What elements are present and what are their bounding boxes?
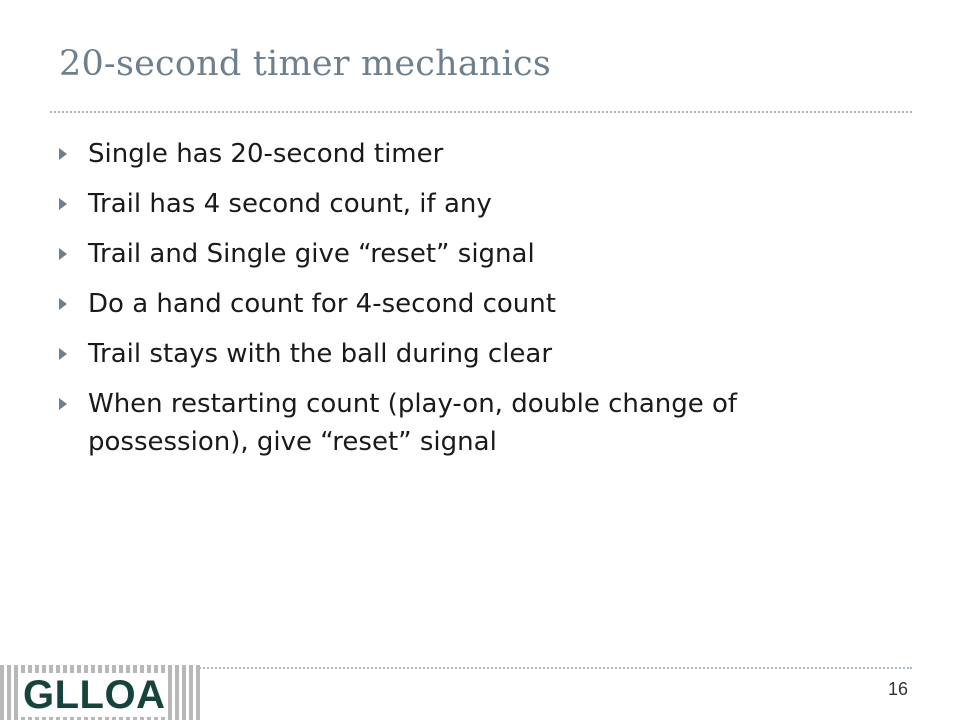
triangle-right-icon (59, 248, 67, 260)
slide-title: 20-second timer mechanics (59, 44, 552, 84)
triangle-right-icon (59, 148, 67, 160)
triangle-right-icon (59, 198, 67, 210)
triangle-right-icon (59, 348, 67, 360)
bullet-list (59, 135, 879, 473)
triangle-right-icon (59, 398, 67, 410)
bullet-item (59, 235, 879, 273)
bullet-text: Trail stays with the ball during clear (88, 339, 553, 369)
title-divider (50, 111, 912, 113)
bullet-item (59, 335, 879, 373)
bullet-text: When restarting count (play-on, double change of possession), give “reset” signal (88, 389, 738, 457)
bullet-item (59, 135, 879, 173)
bullet-item (59, 385, 879, 461)
bullet-text: Do a hand count for 4-second count (88, 289, 556, 319)
bullet-text: Trail and Single give “reset” signal (88, 239, 535, 269)
bullet-item (59, 285, 879, 323)
triangle-right-icon (59, 298, 67, 310)
page-number: 16 (888, 679, 909, 699)
glloa-logo (0, 665, 200, 720)
bullet-text: Trail has 4 second count, if any (88, 189, 492, 219)
footer-divider (196, 667, 912, 669)
bullet-text: Single has 20-second timer (88, 139, 444, 169)
logo-text: GLLOA (20, 673, 168, 717)
bullet-item (59, 185, 879, 223)
